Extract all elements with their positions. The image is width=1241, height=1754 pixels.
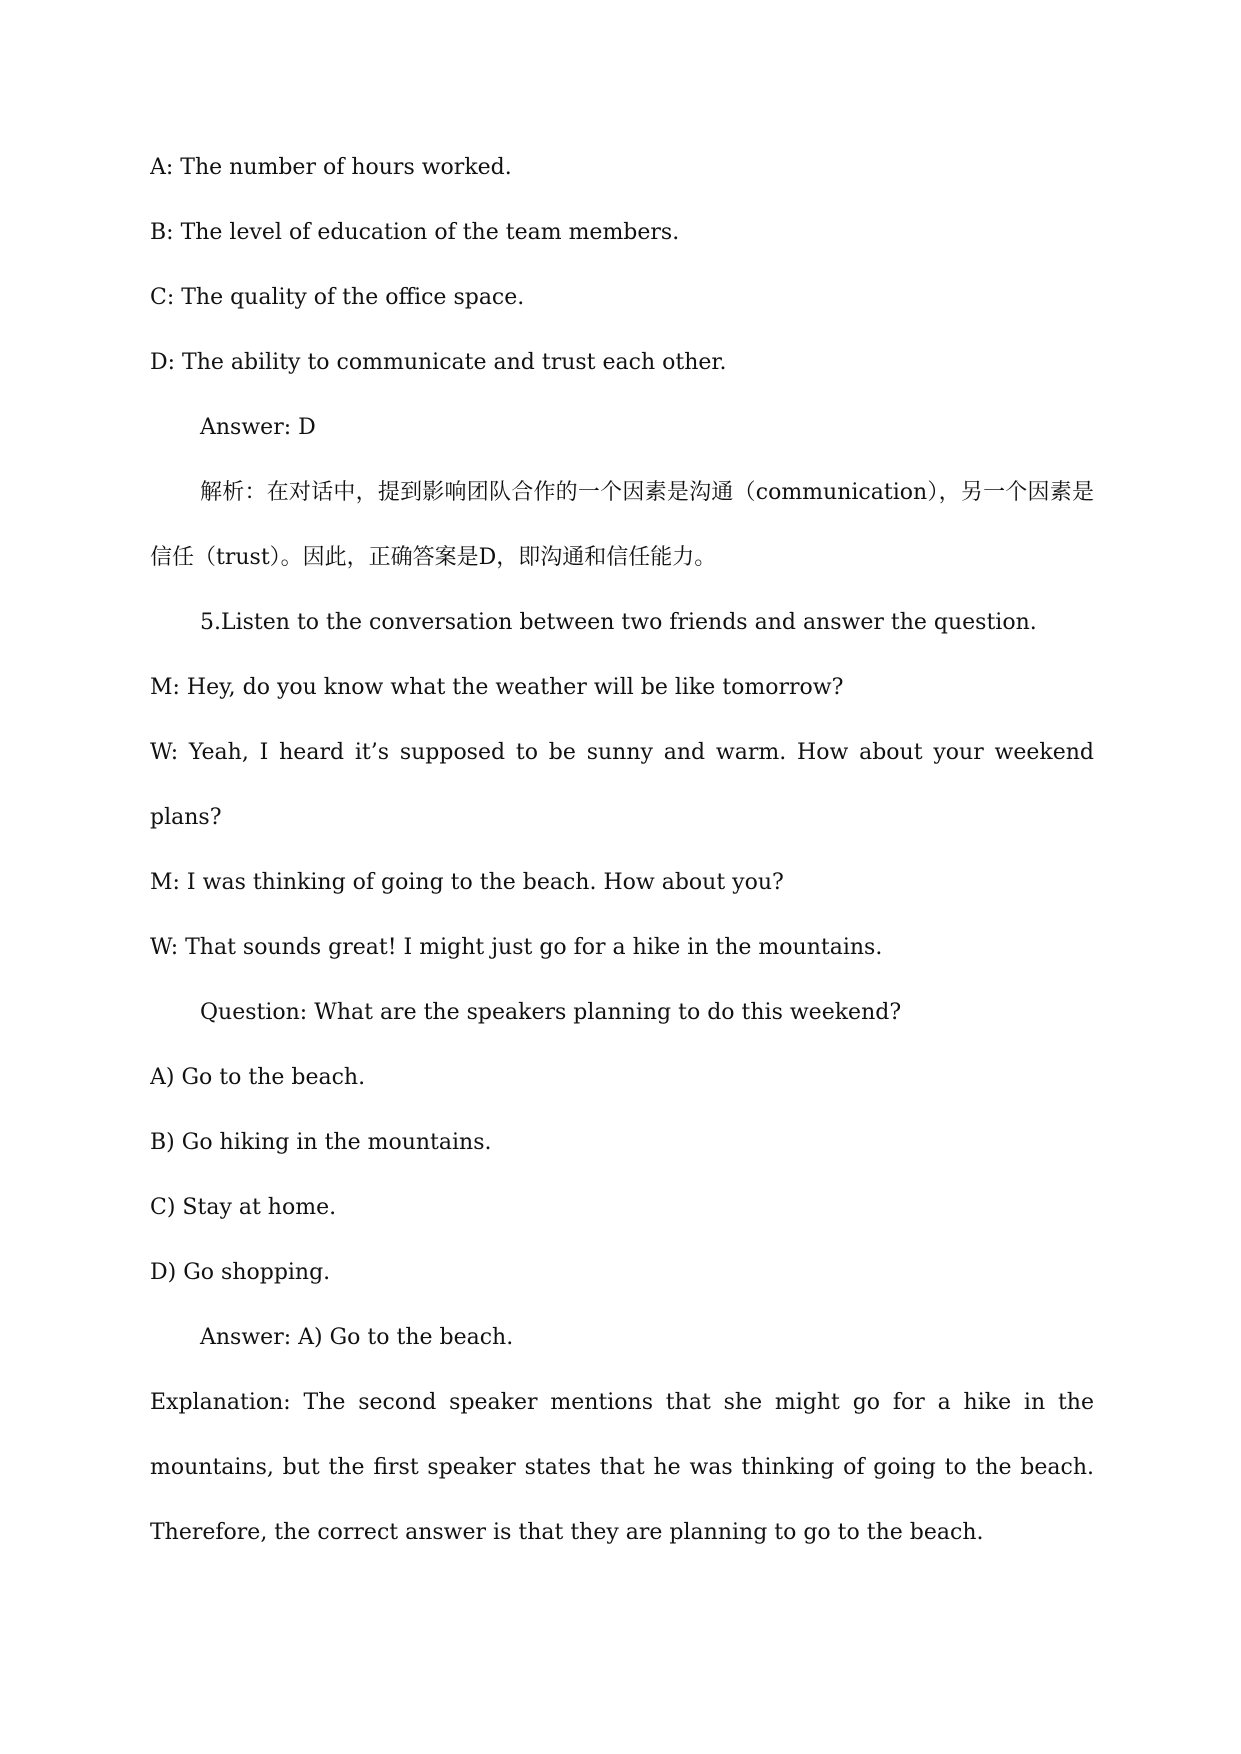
q5-dialogue-line: W: That sounds great! I might just go for a hike in the mountains.	[150, 935, 883, 960]
q5-option-a: A) Go to the beach.	[150, 1065, 366, 1090]
q5-dialogue-line: M: I was thinking of going to the beach. How about you?	[150, 870, 784, 895]
q4-option-a: A: The number of hours worked.	[150, 155, 512, 180]
q5-dialogue-line: W: Yeah, I heard it’s supposed to be sunny and warm. How about your weekend plans?	[150, 740, 1094, 830]
q4-option-d: D: The ability to communicate and trust each other.	[150, 350, 727, 375]
q5-option-c: C) Stay at home.	[150, 1195, 337, 1220]
q5-option-b: B) Go hiking in the mountains.	[150, 1130, 492, 1155]
document-page	[150, 135, 1094, 1565]
q4-option-b: B: The level of education of the team members.	[150, 220, 680, 245]
q5-question: Question: What are the speakers planning to do this weekend?	[200, 1000, 902, 1025]
q5-explanation: Explanation: The second speaker mentions that she might go for a hike in the mountains, but the first speaker states that he was thinking of going to the beach. Therefore, the correct answer is that they are planning to go to the beach.	[150, 1390, 1094, 1545]
q5-option-d: D) Go shopping.	[150, 1260, 331, 1285]
q5-dialogue-line: M: Hey, do you know what the weather will be like tomorrow?	[150, 675, 844, 700]
q5-prompt: 5.Listen to the conversation between two friends and answer the question.	[200, 610, 1037, 635]
q4-option-c: C: The quality of the office space.	[150, 285, 525, 310]
q4-answer: Answer: D	[200, 415, 316, 440]
q4-analysis: 解析：在对话中，提到影响团队合作的一个因素是沟通（communication），另一个因素是信任（trust）。因此，正确答案是D，即沟通和信任能力。	[150, 480, 1094, 570]
q5-answer: Answer: A) Go to the beach.	[200, 1325, 514, 1350]
